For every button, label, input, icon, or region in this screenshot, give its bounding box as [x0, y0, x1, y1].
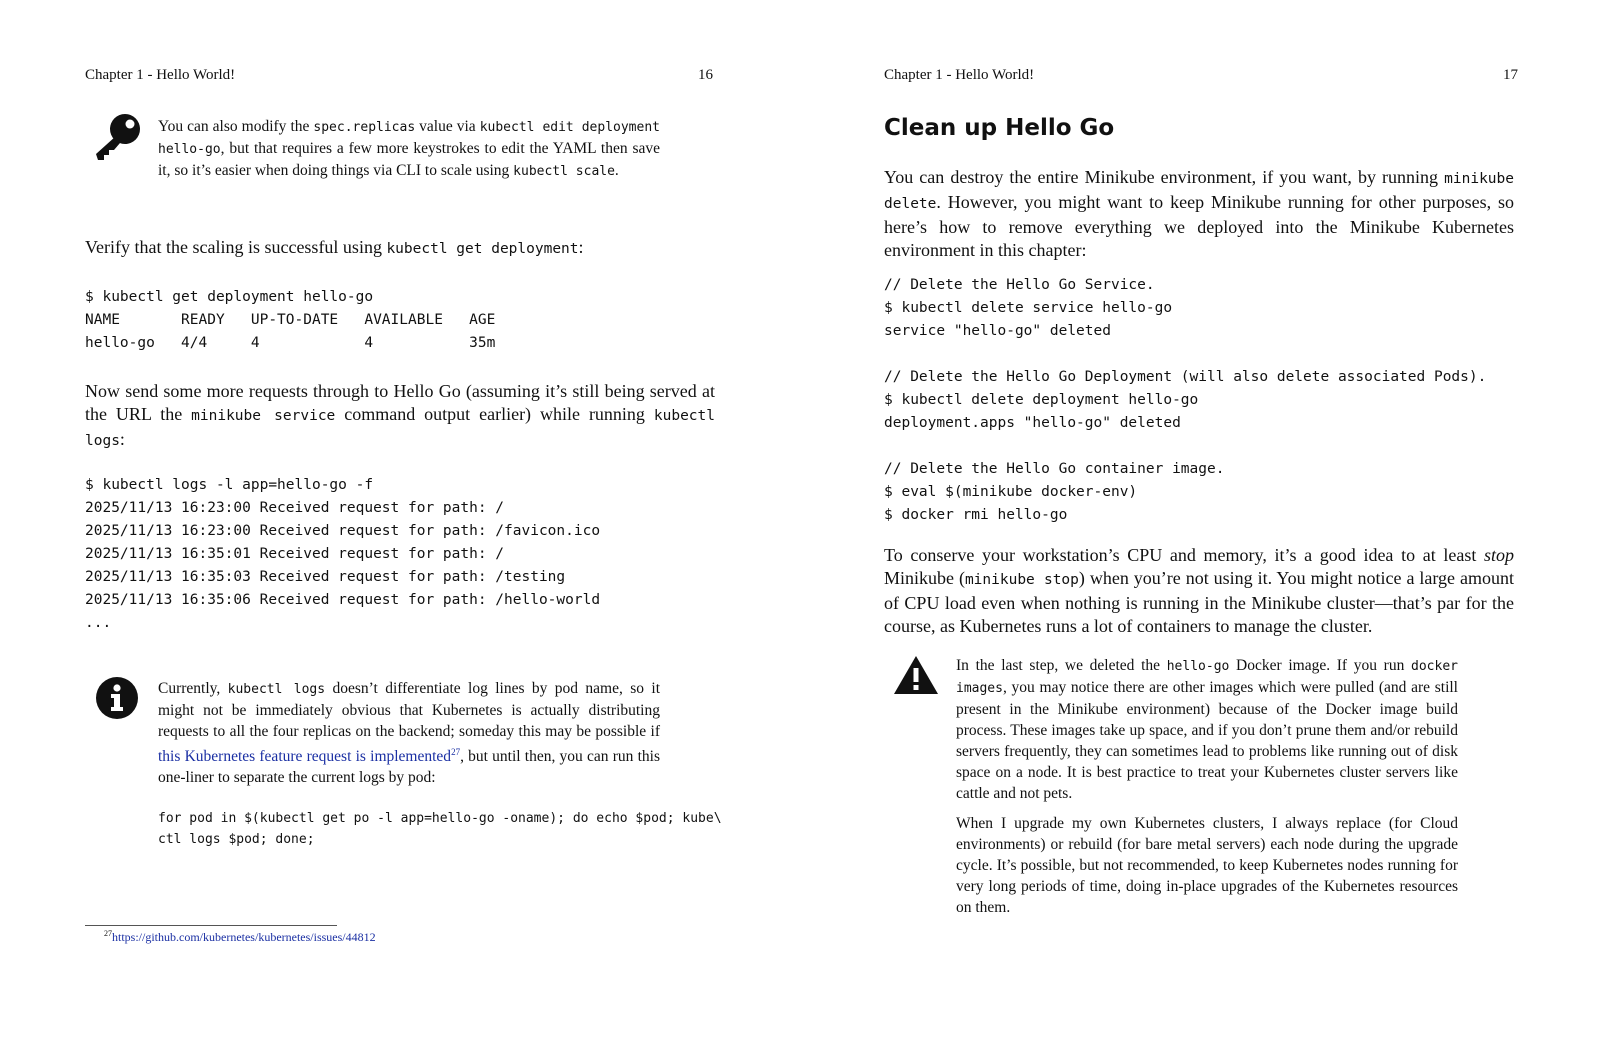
code-block-get-deployment: [85, 286, 495, 355]
warning-icon: [893, 654, 939, 696]
key-icon: [92, 112, 144, 162]
code-line: // Delete the Hello Go Service.: [884, 277, 1155, 293]
code-line: $ kubectl delete service hello-go: [884, 300, 1173, 316]
code-line: [884, 435, 1486, 458]
code-line: $ docker rmi hello-go: [884, 507, 1068, 523]
code-line: [884, 343, 1486, 366]
footnote: $^{27}$https://github.com/kubernetes/kubernetes/issues/44812: [104, 929, 376, 944]
page-number: 16: [698, 67, 713, 83]
code-line: NAME READY UP-TO-DATE AVAILABLE AGE: [85, 312, 496, 328]
conserve-paragraph: To conserve your workstation’s CPU and memory, it’s a good idea to at least stop Minikube (minikube stop) when you’re not using it. You might notice a large amount of CPU load even when nothing is running in the Minikube cluster—that’s par for the course, as Kubernetes runs a lot of containers to manage the cluster.: [884, 545, 1514, 636]
info-icon: [95, 676, 139, 720]
code-line: 2025/11/13 16:35:01 Received request for path: /: [85, 546, 505, 562]
code-line: $ kubectl delete deployment hello-go: [884, 392, 1199, 408]
code-line: 2025/11/13 16:35:06 Received request for path: /hello-world: [85, 592, 601, 608]
right-page: [800, 0, 1600, 1039]
code-line: service "hello-go" deleted: [884, 323, 1111, 339]
verify-paragraph: Verify that the scaling is successful using kubectl get deployment:: [85, 237, 584, 257]
code-block-logs: [85, 474, 600, 635]
code-line: // Delete the Hello Go Deployment (will also delete associated Pods).: [884, 369, 1487, 385]
warning-paragraph-1: In the last step, we deleted the hello-go Docker image. If you run docker images, you may notice there are other images which were pulled (and are still present in the Minikube environment) because of the Docker image build process. These images take up space, and if you don’t prune them and/or rebuild servers frequently, they can sometimes lead to problems like running out of disk space on a node. It is best practice to treat your Kubernetes cluster servers like cattle and not pets.: [956, 657, 1458, 802]
code-line: $ eval $(minikube docker-env): [884, 484, 1138, 500]
code-line: hello-go 4/4 4 4 35m: [85, 335, 496, 351]
code-line: 2025/11/13 16:23:00 Received request for path: /favicon.ico: [85, 523, 601, 539]
page-number: 17: [1503, 67, 1518, 83]
footnote-url-link[interactable]: https://github.com/kubernetes/kubernetes/issues/44812: [112, 930, 376, 944]
footnote-divider: [85, 925, 337, 926]
code-line: for pod in $(kubectl get po -l app=hello-go -oname); do echo $pod; kube\: [158, 811, 722, 826]
code-line: 2025/11/13 16:35:03 Received request for path: /testing: [85, 569, 566, 585]
running-header-chapter: Chapter 1 - Hello World!: [884, 67, 1035, 83]
code-line: ...: [85, 615, 112, 631]
warning-callout-text: [956, 655, 1458, 918]
code-line: // Delete the Hello Go container image.: [884, 461, 1225, 477]
intro-paragraph: You can destroy the entire Minikube environment, if you want, by running minikube delete. However, you might want to keep Minikube running for other purposes, so here’s how to remove everything we deployed into the Minikube Kubernetes environment in this chapter:: [884, 167, 1514, 260]
code-line: deployment.apps "hello-go" deleted: [884, 415, 1181, 431]
footnote-ref[interactable]: 27: [451, 747, 461, 757]
code-block-oneliner: [158, 808, 722, 850]
feature-request-link[interactable]: this Kubernetes feature request is implemented: [158, 748, 452, 766]
warning-paragraph-2: When I upgrade my own Kubernetes clusters, I always replace (for Cloud environments) or rebuild (for bare metal servers) each node during the upgrade cycle. It’s possible, but not recommended, to keep Kubernetes nodes running for very long periods of time, doing in-place upgrades of the Kubernetes resources on them.: [956, 815, 1458, 916]
tip-callout-text: You can also modify the spec.replicas value via kubectl edit deployment hello-go, but that requires a few more keystrokes to edit the YAML then save it, so it’s easier when doing things via CLI to scale using kubectl scale.: [158, 118, 660, 179]
section-title: Clean up Hello Go: [884, 115, 1115, 141]
code-line: $ kubectl logs -l app=hello-go -f: [85, 477, 374, 493]
running-header-chapter: Chapter 1 - Hello World!: [85, 67, 236, 83]
code-block-cleanup: [884, 274, 1486, 527]
info-callout-text: Currently, kubectl logs doesn’t differentiate log lines by pod name, so it might not be immediately obvious that Kubernetes is actually distributing requests to all the four replicas on the backend; someday this may be possible if this Kubernetes feature request is implemented$^{27}$, but until then, you can run this one-liner to separate the current logs by pod:: [158, 680, 660, 787]
code-line: 2025/11/13 16:23:00 Received request for path: /: [85, 500, 505, 516]
code-line: ctl logs $pod; done;: [158, 832, 315, 847]
requests-paragraph: Now send some more requests through to Hello Go (assuming it’s still being served at the URL the minikube service command output earlier) while running kubectl logs:: [85, 381, 715, 449]
code-line: $ kubectl get deployment hello-go: [85, 289, 374, 305]
